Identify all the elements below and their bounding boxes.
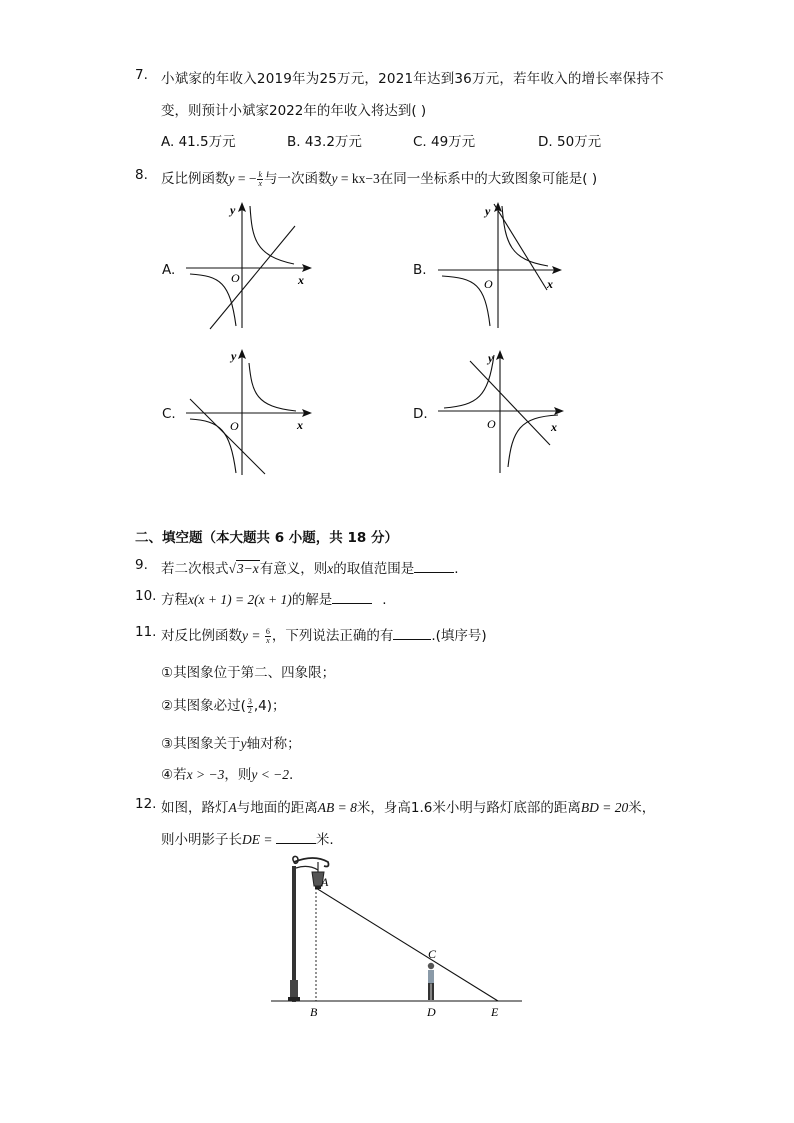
q10-pre: 方程 [161, 592, 188, 608]
q8-stem-mid: 与一次函数 [264, 171, 332, 187]
q9-mid: 有意义，则 [259, 561, 328, 577]
q12-l2-b: 米. [315, 832, 334, 848]
q7-number: 7. [135, 67, 148, 83]
q10-number: 10. [135, 588, 157, 604]
q7-text-line2: 变，则预计小斌家2022年的年收入将达到( ) [161, 103, 427, 119]
label-b: B [310, 1005, 318, 1019]
graph-c-origin: O [230, 419, 239, 433]
q9-radicand: 3−x [236, 561, 259, 576]
q10-text [161, 588, 387, 608]
label-e: E [491, 1005, 499, 1019]
q12-l1-A: A [228, 800, 237, 815]
q8-stem-pre: 反比例函数 [161, 171, 229, 187]
q12-l1-d: 米， [628, 800, 656, 816]
q9-text [161, 557, 459, 577]
q7-option-b: B. 43.2万元 [287, 134, 362, 150]
graph-b-y-label: y [485, 204, 491, 218]
q8-func2-rest: = kx−3 [337, 171, 380, 186]
q7-option-c: C. 49万元 [413, 134, 476, 150]
q11-item-3 [161, 732, 301, 752]
q11-item-2-post: ,4)； [253, 698, 286, 714]
q12-l2-a: 则小明影子长 [161, 832, 242, 848]
q11-item-4-cond2: y < −2 [251, 767, 290, 782]
q11-post: ，下列说法正确的有 [271, 628, 394, 644]
q12-l1-BD: BD = 20 [580, 800, 629, 815]
graph-b [430, 198, 570, 333]
q11-frac-bot: x [266, 635, 270, 645]
q8-func1-fraction [257, 171, 263, 188]
q11-lhs: y = [242, 628, 264, 643]
q11-pre: 对反比例函数 [161, 628, 242, 644]
q9-number: 9. [135, 557, 148, 573]
graph-d-y-label: y [488, 351, 494, 365]
graph-c-x-label: x [297, 418, 303, 432]
q7-option-d: D. 50万元 [538, 134, 602, 150]
q9-post: 的取值范围是 [333, 561, 415, 577]
q11-number: 11. [135, 624, 157, 640]
q12-l1-AB: AB = 8 [317, 800, 357, 815]
q10-answer-blank[interactable] [332, 590, 372, 604]
q8-number: 8. [135, 167, 148, 183]
q12-l1-b: 与地面的距离 [236, 800, 318, 816]
q11-item-1: ①其图象位于第二、四象限； [161, 665, 336, 681]
label-c: C [428, 947, 437, 961]
q11-item-4 [161, 763, 293, 783]
q11-item-4-mid: ，则 [224, 767, 252, 783]
q7-text-line1: 小斌家的年收入2019年为25万元，2021年达到36万元，若年收入的增长率保持不 [161, 71, 664, 87]
q11-item-3-var: y [240, 736, 247, 751]
graph-d-x-label: x [551, 420, 557, 434]
q11-item-2-frac-bot: 2 [247, 705, 252, 715]
graph-a-label: A. [162, 262, 176, 278]
q9-end: . [454, 561, 459, 577]
q9-pre: 若二次根式 [161, 561, 229, 577]
q11-item-3-pre: ③其图象关于 [161, 736, 241, 752]
q8-func1-k: k [258, 169, 263, 179]
q11-text [161, 624, 487, 645]
q11-item-4-pre: ④若 [161, 767, 187, 783]
q12-l2-DE: DE = [242, 832, 276, 847]
q12-line2 [161, 828, 334, 848]
graph-a-origin: O [231, 271, 240, 285]
graph-a-y-label: y [230, 203, 236, 217]
q12-l1-a: 如图，路灯 [161, 800, 229, 816]
q8-func1-eq: = − [234, 171, 257, 186]
q12-answer-blank[interactable] [276, 830, 316, 844]
q7-option-a: A. 41.5万元 [161, 134, 236, 150]
q12-number: 12. [135, 796, 157, 812]
graph-d-label: D. [413, 406, 428, 422]
q8-stem-post: 在同一坐标系中的大致图象可能是( ) [379, 171, 598, 187]
q11-item-4-post: . [289, 767, 294, 783]
q8-stem [161, 167, 597, 188]
graph-b-origin: O [484, 277, 493, 291]
graph-d [430, 345, 570, 480]
graph-a [180, 198, 315, 333]
q10-post: 的解是 [291, 592, 333, 608]
label-a: A [321, 875, 329, 889]
q11-item-4-cond1: x > −3 [186, 767, 225, 782]
q9-var: x [327, 561, 334, 576]
q11-item-2-pre: ②其图象必过( [161, 698, 246, 714]
q11-end: .(填序号) [431, 628, 487, 644]
graph-c [180, 345, 315, 480]
q11-item-2 [161, 694, 286, 715]
q8-func2-lhs: y [331, 171, 338, 186]
graph-c-label: C. [162, 406, 176, 422]
q12-l1-c: 米，身高1.6米小明与路灯底部的距离 [356, 800, 581, 816]
graph-b-label: B. [413, 262, 427, 278]
light-ray-ae [316, 888, 498, 1001]
q12-figure [268, 852, 528, 1024]
q9-radical-sign: √ [228, 561, 236, 576]
q8-func1-x: x [258, 178, 263, 188]
q11-item-3-post: 轴对称； [246, 736, 301, 752]
section-title: 二、填空题（本大题共 6 小题，共 18 分） [135, 530, 398, 546]
graph-d-origin: O [487, 417, 496, 431]
label-d: D [427, 1005, 436, 1019]
q9-answer-blank[interactable] [414, 559, 454, 573]
q10-end: . [382, 592, 387, 608]
graph-a-x-label: x [298, 273, 304, 287]
q11-item-2-fraction [247, 698, 253, 715]
q12-line1 [161, 796, 655, 816]
graph-c-y-label: y [231, 349, 237, 363]
q11-answer-blank[interactable] [393, 626, 431, 640]
q11-item-2-frac-top: 3 [247, 696, 252, 706]
q11-fraction [265, 628, 271, 645]
person-icon [428, 963, 434, 1000]
q11-frac-top: 6 [265, 626, 270, 636]
q8-func1-lhs: y [228, 171, 235, 186]
q10-equation: x(x + 1) = 2(x + 1) [188, 592, 292, 607]
graph-b-x-label: x [547, 277, 553, 291]
